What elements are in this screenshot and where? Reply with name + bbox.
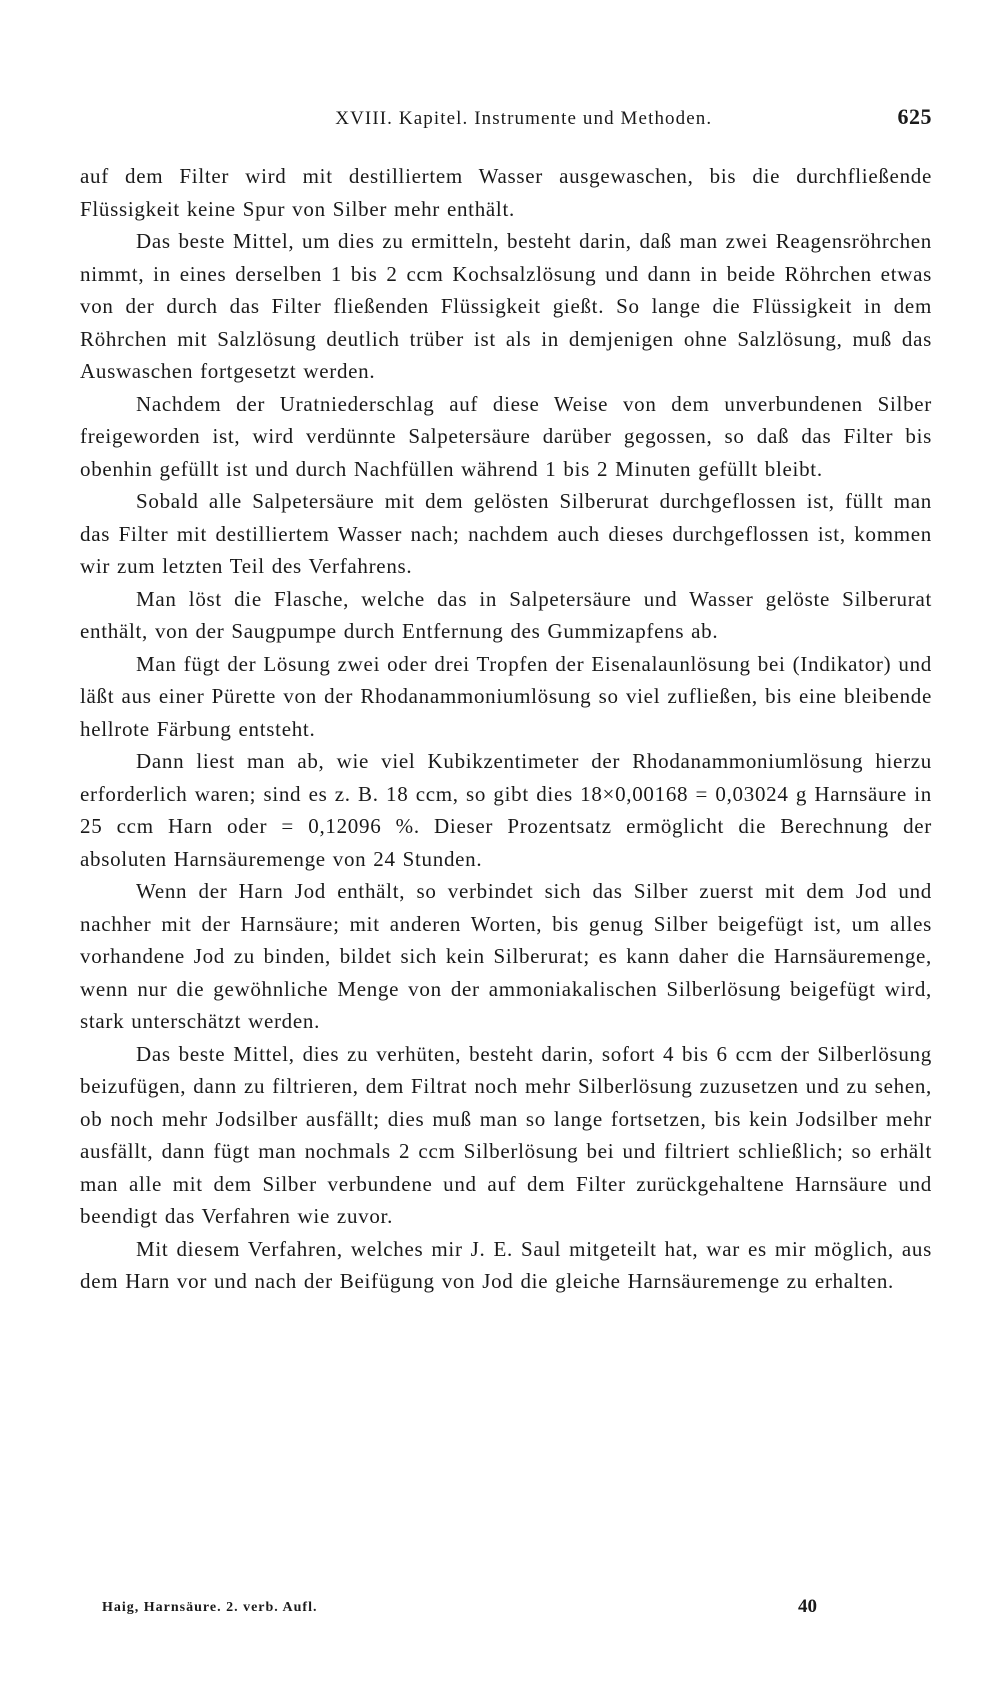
paragraph: Sobald alle Salpetersäure mit dem gelösten Silberurat durchgeflossen ist, füllt man das Filter mit destilliertem Wasser nach; nachdem auch dieses durchgeflossen ist, kommen wir zum letzten Teil des Verfahrens. [80, 489, 932, 578]
paragraph: Dann liest man ab, wie viel Kubikzentimeter der Rhodanammoniumlösung hierzu erforderlich waren; sind es z. B. 18 ccm, so gibt dies 18×0,00168 = 0,03024 g Harnsäure in 25 ccm Harn oder = 0,12096 %. Dieser Prozentsatz ermöglicht die Berechnung der absoluten Harnsäuremenge von 24 Stunden. [80, 749, 932, 871]
paragraph: Das beste Mittel, um dies zu ermitteln, besteht darin, daß man zwei Reagensröhrchen nimmt, in eines derselben 1 bis 2 ccm Kochsalzlösung und dann in beide Röhrchen etwas von der durch das Filter fließenden Flüssigkeit gießt. So lange die Flüssigkeit in dem Röhrchen mit Salzlösung deutlich trüber ist als in demjenigen ohne Salzlösung, muß das Auswaschen fortgesetzt werden. [80, 229, 932, 383]
paragraph: auf dem Filter wird mit destilliertem Wasser ausgewaschen, bis die durchfließende Flüssigkeit keine Spur von Silber mehr enthält. [80, 164, 932, 221]
running-head [80, 104, 932, 138]
paragraph: Das beste Mittel, dies zu verhüten, besteht darin, sofort 4 bis 6 ccm der Silberlösung beizufügen, dann zu filtrieren, dem Filtrat noch mehr Silberlösung zuzusetzen und zu sehen, ob noch mehr Jodsilber ausfällt; dies muß man so lange fortsetzen, bis kein Jodsilber mehr ausfällt, dann fügt man nochmals 2 ccm Silberlösung bei und filtriert schließlich; so erhält man alle mit dem Silber verbundene und auf dem Filter zurückgehaltene Harnsäure und beendigt das Verfahren wie zuvor. [80, 1041, 932, 1228]
page-footer [102, 1596, 832, 1626]
paragraph: Nachdem der Uratniederschlag auf diese Weise von dem unverbundenen Silber freigeworden ist, wird verdünnte Salpetersäure darüber gegossen, so daß das Filter bis obenhin gefüllt ist und durch Nachfüllen während 1 bis 2 Minuten gefüllt bleibt. [80, 391, 932, 481]
signature-number: 40 [798, 1596, 817, 1617]
body-text [80, 160, 932, 1298]
paragraph: Wenn der Harn Jod enthält, so verbindet sich das Silber zuerst mit dem Jod und nachher mit der Harnsäure; mit anderen Worten, bis genug Silber beigefügt ist, um alles vorhandene Jod zu binden, bildet sich kein Silberurat; es kann daher die Harnsäuremenge, wenn nur die gewöhnliche Menge von der ammoniakalischen Silberlösung beigefügt wird, stark unterschätzt werden. [80, 879, 932, 1033]
paragraph: Man fügt der Lösung zwei oder drei Tropfen der Eisenalaunlösung bei (Indikator) und läßt aus einer Pürette von der Rhodanammoniumlösung so viel zufließen, bis eine bleibende hellrote Färbung entsteht. [80, 651, 932, 741]
running-title: XVIII. Kapitel. Instrumente und Methoden. [335, 108, 713, 129]
printer-signature: Haig, Harnsäure. 2. verb. Aufl. [102, 1600, 318, 1615]
page-number: 625 [897, 104, 932, 129]
paragraph: Man löst die Flasche, welche das in Salpetersäure und Wasser gelöste Silberurat enthält, von der Saugpumpe durch Entfernung des Gummizapfens ab. [80, 586, 932, 643]
paragraph: Mit diesem Verfahren, welches mir J. E. Saul mitgeteilt hat, war es mir möglich, aus dem Harn vor und nach der Beifügung von Jod die gleiche Harnsäuremenge zu erhalten. [80, 1236, 932, 1293]
